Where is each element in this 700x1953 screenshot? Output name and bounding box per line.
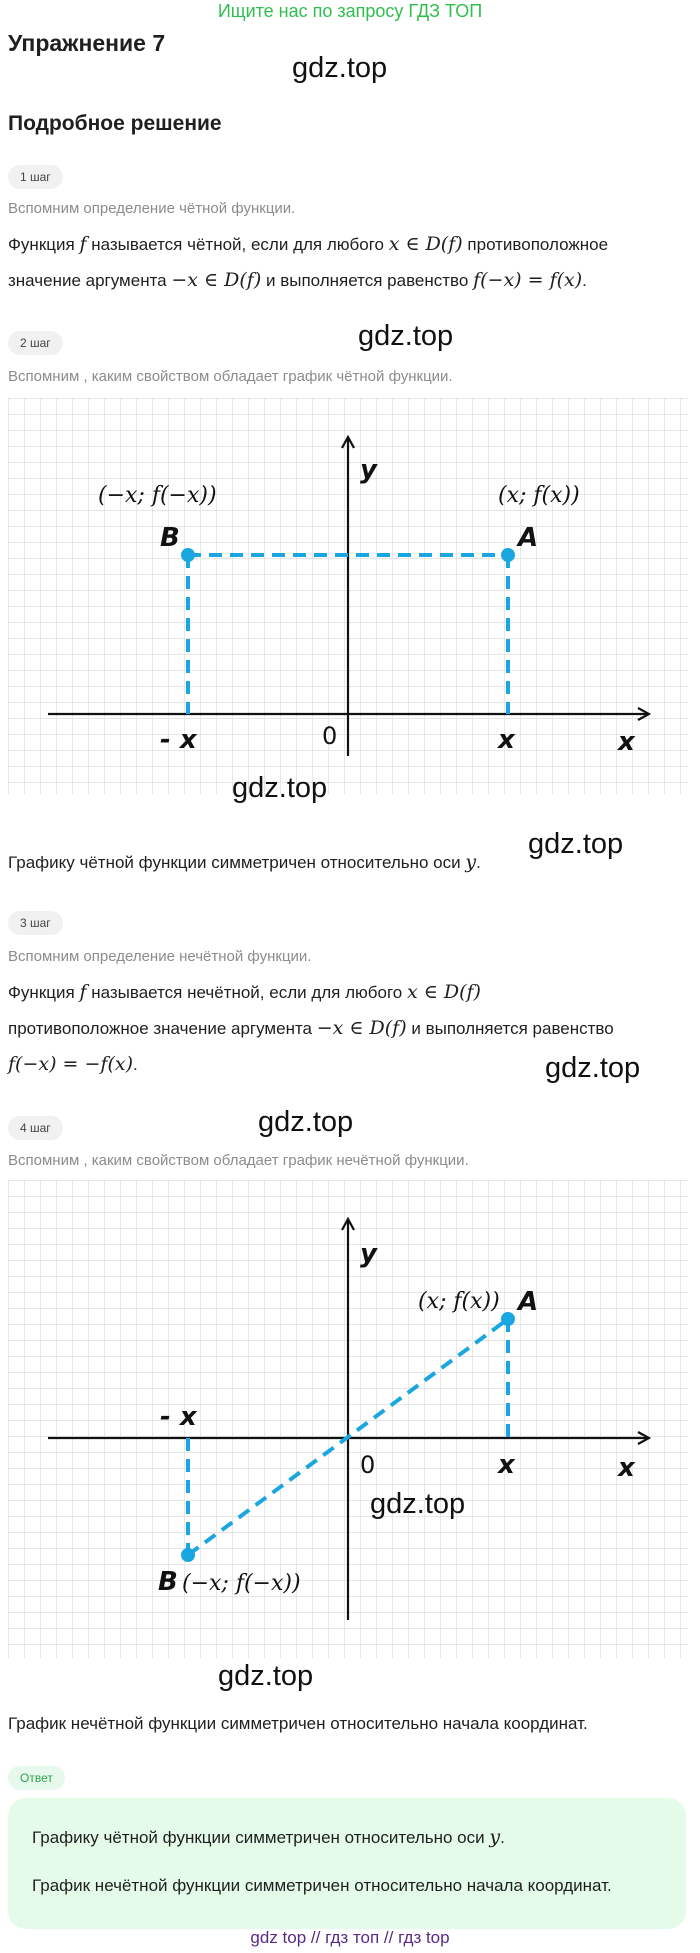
tick-neg-x: - x xyxy=(160,1402,197,1432)
step-2-text: Графику чётной функции симметричен относительно оси y. xyxy=(8,851,481,873)
step-badge-3: 3 шаг xyxy=(8,911,63,935)
watermark: gdz.top xyxy=(528,828,624,860)
point-a-label: A xyxy=(518,1287,539,1317)
coord-b-label: (−x; f(−x)) xyxy=(98,483,217,508)
step-3-text-line-3: f(−x) = −f(x). xyxy=(8,1053,138,1075)
odd-function-graph xyxy=(8,1180,688,1658)
step-3-text-line-2: противоположное значение аргумента −x ∈ D(f) и выполняется равенство xyxy=(8,1017,614,1039)
answer-badge: Ответ xyxy=(8,1766,65,1790)
point-a-label: A xyxy=(518,523,539,553)
watermark: gdz.top xyxy=(258,1106,354,1138)
watermark: gdz.top xyxy=(218,1660,314,1692)
tick-neg-x: - x xyxy=(160,725,197,755)
point-b-dot xyxy=(181,1548,195,1562)
watermark: gdz.top xyxy=(292,52,388,84)
watermark: gdz.top xyxy=(232,772,328,804)
watermark: gdz.top xyxy=(358,320,454,352)
watermark: gdz.top xyxy=(545,1052,641,1084)
step-3-text-line-1: Функция f называется нечётной, если для любого x ∈ D(f) xyxy=(8,981,481,1003)
step-1-text-line-2: значение аргумента −x ∈ D(f) и выполняется равенство f(−x) = f(x). xyxy=(8,269,587,291)
coord-a-label: (x; f(x)) xyxy=(498,483,580,508)
step-1-hint: Вспомним определение чётной функции. xyxy=(8,200,296,217)
step-3-hint: Вспомним определение нечётной функции. xyxy=(8,948,312,965)
answer-line-1: Графику чётной функции симметричен относительно оси y. xyxy=(32,1826,505,1848)
origin-label: 0 xyxy=(360,1451,376,1479)
axis-y-label: y xyxy=(360,455,377,485)
tick-pos-x: x xyxy=(498,725,515,755)
axis-x-label: x xyxy=(618,727,635,757)
answer-box xyxy=(8,1798,686,1929)
answer-line-2: График нечётной функции симметричен относительно начала координат. xyxy=(32,1876,612,1895)
step-badge-2: 2 шаг xyxy=(8,331,63,355)
point-b-label: B xyxy=(160,523,180,553)
coord-a-label: (x; f(x)) xyxy=(418,1289,500,1314)
point-a-dot xyxy=(501,548,515,562)
step-4-hint: Вспомним , каким свойством обладает график нечётной функции. xyxy=(8,1152,469,1169)
promo-banner[interactable]: Ищите нас по запросу ГДЗ ТОП xyxy=(217,1,483,21)
even-function-graph xyxy=(8,398,688,794)
point-a-dot xyxy=(501,1312,515,1326)
step-2-hint: Вспомним , каким свойством обладает график чётной функции. xyxy=(8,368,453,385)
step-1-text-line-1: Функция f называется чётной, если для любого x ∈ D(f) противоположное xyxy=(8,233,609,255)
footer-links[interactable]: gdz top // гдз топ // гдз top xyxy=(250,1928,450,1947)
section-title: Подробное решение xyxy=(8,112,222,135)
coord-b-label: (−x; f(−x)) xyxy=(182,1571,301,1596)
axis-y-label: y xyxy=(360,1239,377,1269)
step-badge-4: 4 шаг xyxy=(8,1116,63,1140)
origin-label: 0 xyxy=(322,722,338,750)
axis-x-label: x xyxy=(618,1453,635,1483)
exercise-title: Упражнение 7 xyxy=(8,30,166,56)
step-badge-1: 1 шаг xyxy=(8,165,63,189)
point-b-label: B xyxy=(158,1567,178,1597)
step-4-text: График нечётной функции симметричен относительно начала координат. xyxy=(8,1714,588,1733)
point-b-dot xyxy=(181,548,195,562)
watermark: gdz.top xyxy=(370,1488,466,1520)
tick-pos-x: x xyxy=(498,1450,515,1480)
